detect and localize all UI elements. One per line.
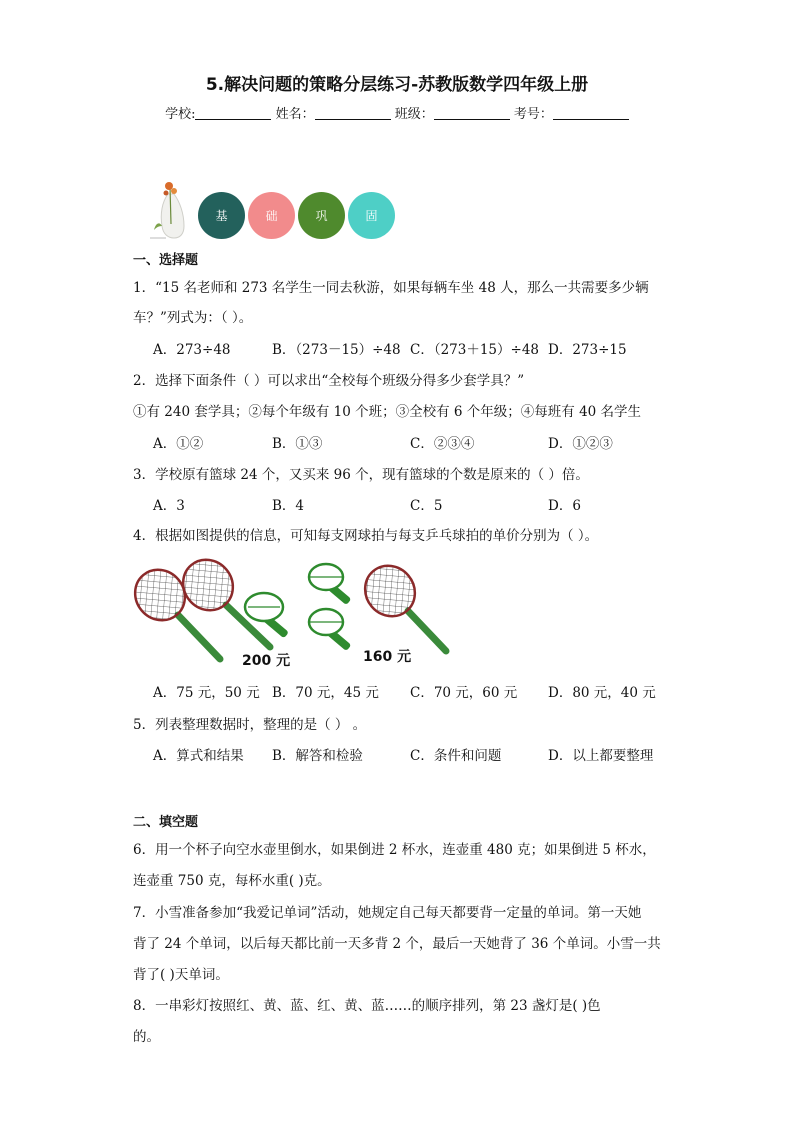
q1-option-a[interactable]: A．273÷48 xyxy=(153,342,231,358)
q5-option-d[interactable]: D．以上都要整理 xyxy=(548,748,654,764)
name-blank[interactable] xyxy=(315,107,391,120)
school-label: 学校: xyxy=(165,107,196,122)
q8-text-line1: 8．一串彩灯按照红、黄、蓝、红、黄、蓝……的顺序排列，第 23 盏灯是( )色 xyxy=(133,998,601,1014)
q7-text-line1: 7．小雪准备参加“我爱记单词”活动，她规定自己每天都要背一定量的单词。第一天她 xyxy=(133,905,642,921)
exam-no-blank[interactable] xyxy=(553,107,629,120)
q8-text-line2: 的。 xyxy=(133,1029,160,1045)
q2-option-c[interactable]: C．②③④ xyxy=(410,436,475,452)
q2-text-line1: 2．选择下面条件（ ）可以求出“全校每个班级分得多少套学具？” xyxy=(133,373,525,389)
q7-text-line3: 背了( )天单词。 xyxy=(133,967,229,983)
price-label-160: 160 元 xyxy=(363,649,412,665)
ping-pong-paddle-icon xyxy=(309,609,351,651)
q3-option-c[interactable]: C．5 xyxy=(410,498,443,514)
section-fill-heading: 二、填空题 xyxy=(133,815,199,830)
q1-text-line2: 车？”列式为：（ ）。 xyxy=(133,310,253,326)
q3-option-d[interactable]: D．6 xyxy=(548,498,581,514)
badge-chu: 础 xyxy=(248,192,295,239)
ping-pong-paddle-icon xyxy=(309,564,351,605)
q2-option-d[interactable]: D．①②③ xyxy=(548,436,613,452)
student-info-line xyxy=(0,103,794,122)
q1-option-d[interactable]: D．273÷15 xyxy=(548,342,627,358)
q2-text-line2: ①有 240 套学具；②每个年级有 10 个班；③全校有 6 个年级；④每班有 40 名学生 xyxy=(133,404,642,420)
q4-text-line1: 4．根据如图提供的信息，可知每支网球拍与每支乒乓球拍的单价分别为（ ）。 xyxy=(133,528,599,544)
price-label-200: 200 元 xyxy=(242,653,291,669)
badge-gu: 固 xyxy=(348,192,395,239)
q1-option-b[interactable]: B．（273－15）÷48 xyxy=(272,342,401,358)
school-blank[interactable] xyxy=(195,107,271,120)
badge-gong: 巩 xyxy=(298,192,345,239)
q1-text-line1: 1．“15 名老师和 273 名学生一同去秋游，如果每辆车坐 48 人，那么一共需要多少辆 xyxy=(133,280,649,296)
name-label: 姓名： xyxy=(275,107,315,122)
q1-option-c[interactable]: C．（273＋15）÷48 xyxy=(410,342,540,358)
q7-text-line2: 背了 24 个单词，以后每天都比前一天多背 2 个，最后一天她背了 36 个单词。小雪一共 xyxy=(133,936,661,952)
class-label: 班级： xyxy=(394,107,434,122)
q4-option-b[interactable]: B．70 元，45 元 xyxy=(272,685,379,701)
plant-vase-icon xyxy=(146,180,194,242)
q5-option-b[interactable]: B．解答和检验 xyxy=(272,748,363,764)
class-blank[interactable] xyxy=(434,107,510,120)
q4-option-d[interactable]: D．80 元，40 元 xyxy=(548,685,656,701)
q5-option-a[interactable]: A．算式和结果 xyxy=(153,748,244,764)
badge-ji: 基 xyxy=(198,192,245,239)
q3-text-line1: 3．学校原有篮球 24 个，又买来 96 个，现有篮球的个数是原来的（ ）倍。 xyxy=(133,467,589,483)
q4-option-c[interactable]: C．70 元，60 元 xyxy=(410,685,518,701)
tennis-racket-icon xyxy=(355,556,446,651)
q3-option-a[interactable]: A．3 xyxy=(153,498,185,514)
q2-option-a[interactable]: A．①② xyxy=(153,436,204,452)
q3-option-b[interactable]: B．4 xyxy=(272,498,305,514)
page-title: 5.解决问题的策略分层练习-苏教版数学四年级上册 xyxy=(205,75,589,95)
q6-text-line1: 6．用一个杯子向空水壶里倒水，如果倒进 2 杯水，连壶重 480 克；如果倒进 5 杯水， xyxy=(133,842,656,858)
q5-text-line1: 5．列表整理数据时，整理的是（ ） 。 xyxy=(133,717,367,733)
q6-text-line2: 连壶重 750 克，每杯水重( )克。 xyxy=(133,873,331,889)
q4-option-a[interactable]: A．75 元，50 元 xyxy=(153,685,260,701)
exam-no-label: 考号： xyxy=(513,107,553,122)
q2-option-b[interactable]: B．①③ xyxy=(272,436,323,452)
q5-option-c[interactable]: C．条件和问题 xyxy=(410,748,502,764)
section-choice-heading: 一、选择题 xyxy=(133,253,199,268)
